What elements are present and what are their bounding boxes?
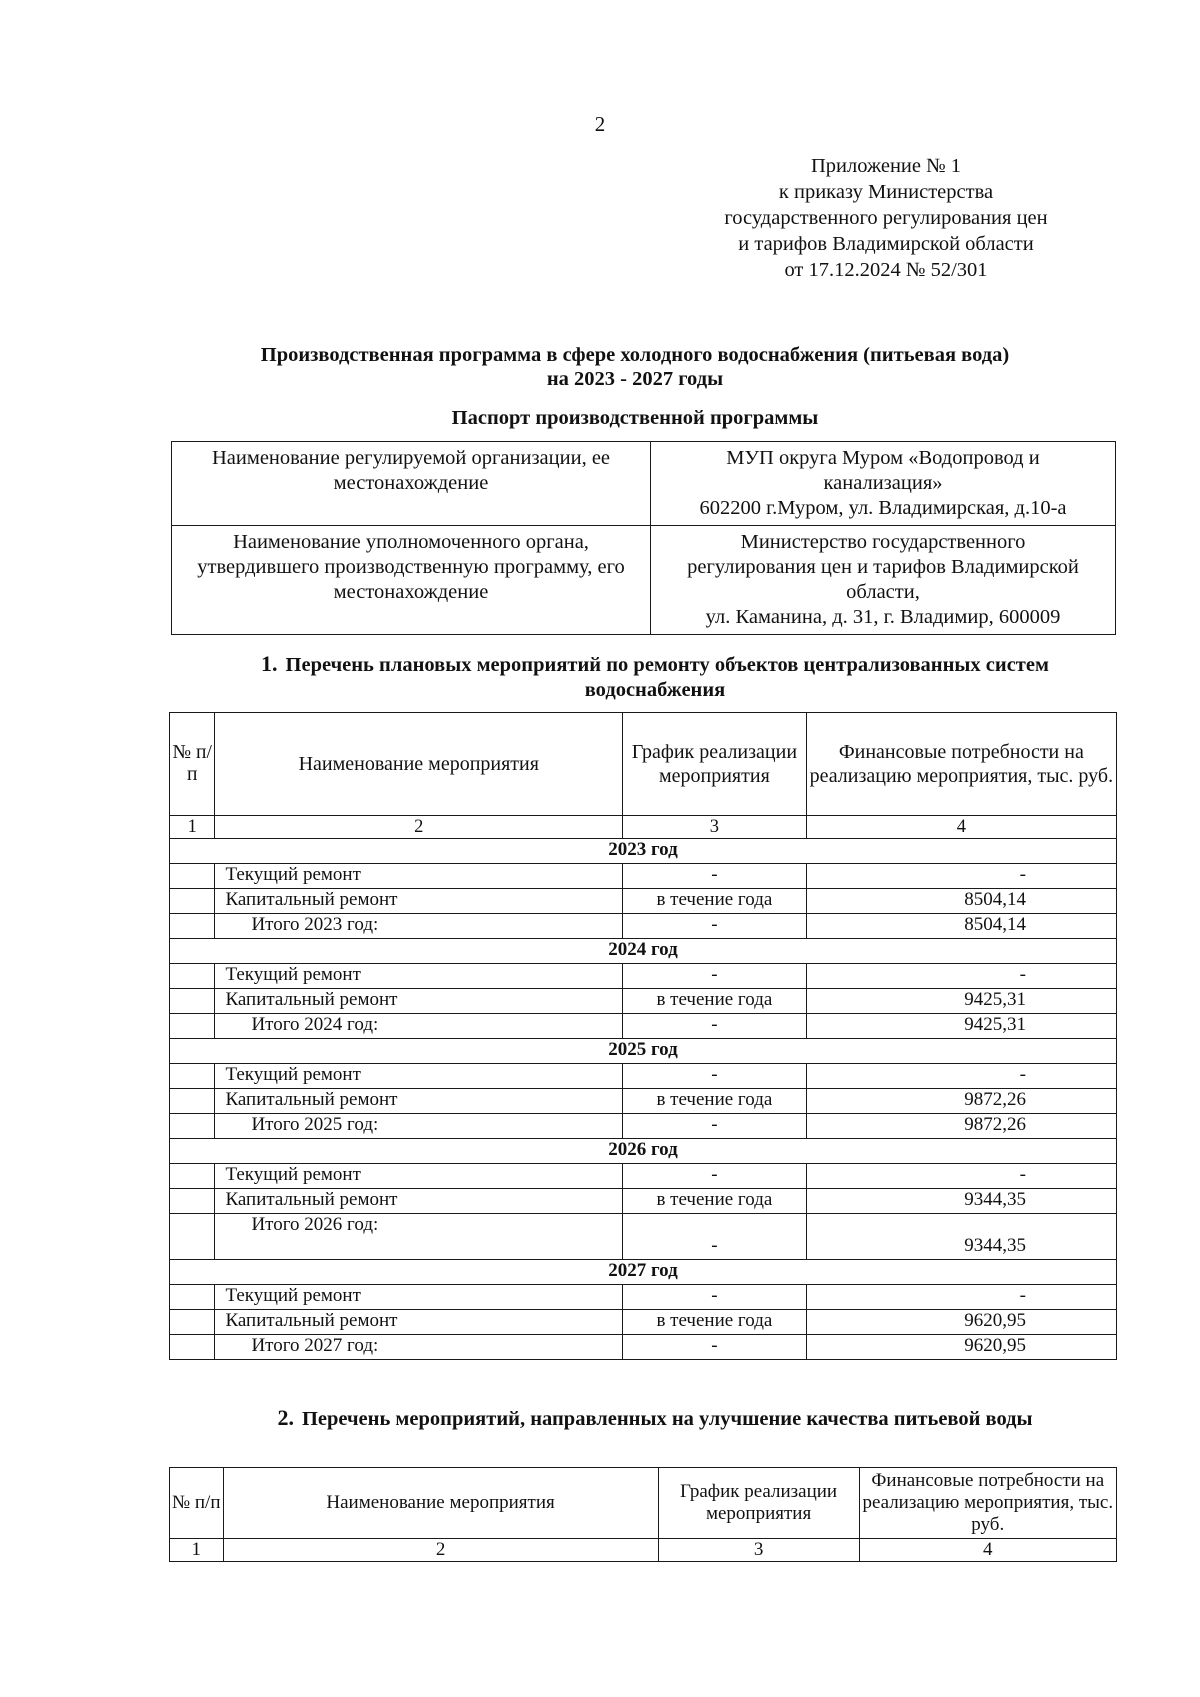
name-cell: Итого 2025 год:	[215, 1114, 623, 1139]
table-row	[170, 989, 1117, 1014]
index-cell: 4	[806, 816, 1116, 839]
document-title	[160, 343, 1110, 391]
header-finance: Финансовые потребности на реализацию мероприятия, тыс. руб.	[859, 1468, 1116, 1539]
passport-value-line: Министерство государственного	[740, 531, 1026, 553]
total-row	[170, 1335, 1117, 1360]
num-cell	[170, 1064, 215, 1089]
value-cell: 9620,95	[806, 1310, 1116, 1335]
schedule-cell: -	[623, 1064, 807, 1089]
schedule-cell: в течение года	[623, 1089, 807, 1114]
table-row	[170, 1285, 1117, 1310]
year-row	[170, 939, 1117, 964]
value-cell: -	[806, 864, 1116, 889]
year-label: 2023 год	[170, 839, 1117, 864]
name-cell: Итого 2023 год:	[215, 914, 623, 939]
name-cell: Итого 2024 год:	[215, 1014, 623, 1039]
index-cell: 2	[215, 816, 623, 839]
schedule-cell: -	[623, 1335, 807, 1360]
section1-title	[200, 651, 1110, 703]
num-cell	[170, 864, 215, 889]
passport-value-line: 602200 г.Муром, ул. Владимирская, д.10-а	[699, 497, 1067, 519]
passport-value-line: ул. Каманина, д. 31, г. Владимир, 600009	[705, 606, 1061, 628]
appendix-line: государственного регулирования цен	[724, 207, 1048, 229]
index-cell: 1	[170, 816, 215, 839]
table-index-row	[170, 816, 1117, 839]
appendix-line: и тарифов Владимирской области	[738, 233, 1034, 255]
num-cell	[170, 1214, 215, 1260]
name-cell: Капитальный ремонт	[215, 989, 623, 1014]
value-cell: 9425,31	[806, 1014, 1116, 1039]
value-cell: -	[806, 1285, 1116, 1310]
passport-label: Наименование уполномоченного органа, утвердившего производственную программу, его местонахождение	[172, 526, 651, 635]
index-cell: 1	[170, 1539, 224, 1562]
total-row	[170, 1014, 1117, 1039]
num-cell	[170, 1089, 215, 1114]
num-cell	[170, 1285, 215, 1310]
table-row	[170, 1064, 1117, 1089]
num-cell	[170, 1014, 215, 1039]
year-row	[170, 1139, 1117, 1164]
year-row	[170, 1039, 1117, 1064]
schedule-cell: в течение года	[623, 989, 807, 1014]
appendix-line: к приказу Министерства	[778, 181, 994, 203]
value-cell: 9344,35	[806, 1214, 1116, 1260]
name-cell: Текущий ремонт	[215, 1064, 623, 1089]
name-cell: Капитальный ремонт	[215, 1189, 623, 1214]
table-row	[170, 1164, 1117, 1189]
document-title-line1: Производственная программа в сфере холодного водоснабжения (питьевая вода)	[260, 344, 1010, 366]
section2-title	[200, 1405, 1110, 1432]
schedule-cell: -	[623, 1014, 807, 1039]
index-cell: 3	[658, 1539, 859, 1562]
num-cell	[170, 1310, 215, 1335]
passport-value-line: канализация»	[823, 472, 943, 494]
document-title-line2: на 2023 - 2027 годы	[546, 368, 724, 390]
table-row	[170, 889, 1117, 914]
value-cell: -	[806, 1064, 1116, 1089]
name-cell: Капитальный ремонт	[215, 1310, 623, 1335]
passport-row	[172, 442, 1116, 526]
year-label: 2026 год	[170, 1139, 1117, 1164]
name-cell: Текущий ремонт	[215, 1285, 623, 1310]
header-num: № п/п	[170, 713, 215, 816]
index-cell: 3	[623, 816, 807, 839]
section1-title-text: Перечень плановых мероприятий по ремонту объектов централизованных систем водоснабжения	[285, 654, 1049, 701]
year-label: 2024 год	[170, 939, 1117, 964]
appendix-block	[664, 153, 1108, 283]
page-number: 2	[594, 112, 606, 136]
table-row	[170, 1189, 1117, 1214]
table-row	[170, 964, 1117, 989]
value-cell: 9872,26	[806, 1114, 1116, 1139]
repair-events-table	[169, 712, 1117, 1360]
section1-number: 1.	[261, 651, 278, 676]
name-cell: Итого 2027 год:	[215, 1335, 623, 1360]
table-index-row	[170, 1539, 1117, 1562]
num-cell	[170, 1189, 215, 1214]
name-cell: Капитальный ремонт	[215, 1089, 623, 1114]
num-cell	[170, 1335, 215, 1360]
index-cell: 4	[859, 1539, 1116, 1562]
header-name: Наименование мероприятия	[223, 1468, 658, 1539]
section2-title-text: Перечень мероприятий, направленных на улучшение качества питьевой воды	[301, 1408, 1033, 1430]
schedule-cell: -	[623, 1214, 807, 1260]
schedule-cell: -	[623, 1164, 807, 1189]
passport-value	[651, 526, 1116, 635]
section2-number: 2.	[277, 1405, 294, 1430]
header-schedule: График реализации мероприятия	[658, 1468, 859, 1539]
appendix-line: от 17.12.2024 № 52/301	[784, 259, 988, 281]
value-cell: -	[806, 964, 1116, 989]
table-header-row	[170, 1468, 1117, 1539]
num-cell	[170, 889, 215, 914]
value-cell: 9620,95	[806, 1335, 1116, 1360]
passport-title: Паспорт производственной программы	[451, 407, 819, 429]
name-cell: Капитальный ремонт	[215, 889, 623, 914]
table-row	[170, 1089, 1117, 1114]
table-header-row	[170, 713, 1117, 816]
name-cell: Текущий ремонт	[215, 964, 623, 989]
num-cell	[170, 914, 215, 939]
name-cell: Текущий ремонт	[215, 1164, 623, 1189]
name-cell: Текущий ремонт	[215, 864, 623, 889]
passport-value-line: МУП округа Муром «Водопровод и	[726, 447, 1040, 469]
year-row	[170, 1260, 1117, 1285]
value-cell: 9872,26	[806, 1089, 1116, 1114]
total-row	[170, 1114, 1117, 1139]
value-cell: 9425,31	[806, 989, 1116, 1014]
table-row	[170, 864, 1117, 889]
header-schedule: График реализации мероприятия	[623, 713, 807, 816]
num-cell	[170, 989, 215, 1014]
passport-row	[172, 526, 1116, 635]
year-label: 2025 год	[170, 1039, 1117, 1064]
schedule-cell: в течение года	[623, 1189, 807, 1214]
num-cell	[170, 964, 215, 989]
total-row	[170, 914, 1117, 939]
schedule-cell: в течение года	[623, 1310, 807, 1335]
passport-label: Наименование регулируемой организации, ее местонахождение	[172, 442, 651, 526]
passport-table	[171, 441, 1116, 635]
table-row	[170, 1310, 1117, 1335]
schedule-cell: -	[623, 1114, 807, 1139]
header-finance: Финансовые потребности на реализацию мероприятия, тыс. руб.	[806, 713, 1116, 816]
header-num: № п/п	[170, 1468, 224, 1539]
name-cell: Итого 2026 год:	[215, 1214, 623, 1260]
year-label: 2027 год	[170, 1260, 1117, 1285]
total-row	[170, 1214, 1117, 1260]
schedule-cell: -	[623, 914, 807, 939]
header-name: Наименование мероприятия	[215, 713, 623, 816]
passport-value-line: области,	[846, 581, 920, 603]
schedule-cell: -	[623, 1285, 807, 1310]
num-cell	[170, 1114, 215, 1139]
value-cell: 8504,14	[806, 889, 1116, 914]
appendix-line: Приложение № 1	[810, 155, 962, 177]
year-row	[170, 839, 1117, 864]
quality-events-table	[169, 1467, 1117, 1562]
schedule-cell: -	[623, 864, 807, 889]
value-cell: 9344,35	[806, 1189, 1116, 1214]
passport-value-line: регулирования цен и тарифов Владимирской	[687, 556, 1079, 578]
value-cell: 8504,14	[806, 914, 1116, 939]
passport-value	[651, 442, 1116, 526]
num-cell	[170, 1164, 215, 1189]
value-cell: -	[806, 1164, 1116, 1189]
index-cell: 2	[223, 1539, 658, 1562]
schedule-cell: -	[623, 964, 807, 989]
schedule-cell: в течение года	[623, 889, 807, 914]
